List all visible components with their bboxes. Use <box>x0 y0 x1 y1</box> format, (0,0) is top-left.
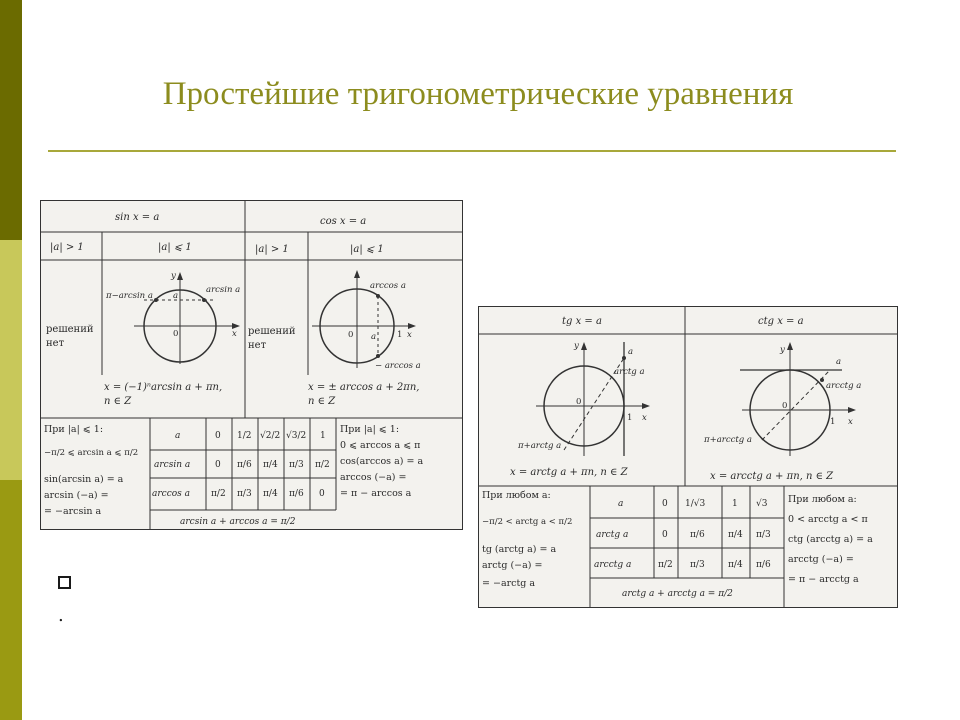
side-bar-light <box>0 240 22 480</box>
cos-note-3: cos(arccos a) = a <box>340 456 424 467</box>
sc-values-h2: 1/2 <box>237 431 252 441</box>
ctg-note-5: = π − arcctg a <box>788 574 859 585</box>
tc-values-h2: 1/√3 <box>685 499 706 509</box>
arcctg-row-label: arcctg a <box>594 560 632 570</box>
ctg-solution: x = arcctg a + πn, n ∈ Z <box>710 471 834 482</box>
arccos-row-v4: π/6 <box>289 489 304 499</box>
cos-note-2: 0 ⩽ arccos a ⩽ π <box>340 440 421 451</box>
arcctg-row-v4: π/6 <box>756 560 771 570</box>
sin-a-label: a <box>173 291 179 301</box>
sin-header: sin x = a <box>115 212 160 223</box>
tg-header: tg x = a <box>562 316 602 327</box>
tg-note-1: При любом a: <box>482 490 551 501</box>
cos-arccos-label: arccos a <box>370 281 406 291</box>
tg-a-label: a <box>628 347 634 357</box>
sin-note-2: −π/2 ⩽ arcsin a ⩽ π/2 <box>44 448 139 458</box>
ctg-y-label: y <box>780 345 785 355</box>
ctg-note-4: arcctg (−a) = <box>788 554 854 565</box>
sin-no-solutions-1: решений <box>46 324 94 335</box>
sin-solution-line-1: x = (−1)ⁿarcsin a + πn, <box>104 382 223 393</box>
ctg-one-label: 1 <box>830 417 836 427</box>
sc-values-h0: a <box>175 431 181 441</box>
arctg-row-v3: π/4 <box>728 530 743 540</box>
slide-title: Простейшие тригонометрические уравнения <box>162 76 794 112</box>
ctg-note-1: При любом a: <box>788 494 857 505</box>
tg-ctg-table-image <box>478 306 898 608</box>
cos-no-solutions-1: решений <box>248 326 296 337</box>
sin-x-label: x <box>232 329 237 339</box>
arcsin-row-v1: 0 <box>215 460 221 470</box>
cos-solution-line-1: x = ± arccos a + 2πn, <box>308 382 420 393</box>
sc-values-h3: √2/2 <box>260 431 281 441</box>
cos-minus-label: − arccos a <box>375 361 421 371</box>
arctg-row-v1: 0 <box>662 530 668 540</box>
arccos-row-v5: 0 <box>319 489 325 499</box>
tg-arctg-label: arctg a <box>614 367 645 377</box>
sin-unit-circle-diagram <box>105 271 240 364</box>
tg-note-4: arctg (−a) = <box>482 560 543 571</box>
cos-note-1: При |a| ⩽ 1: <box>340 424 400 435</box>
cos-no-solutions-2: нет <box>248 340 267 351</box>
tg-one-label: 1 <box>627 413 633 423</box>
cos-header: cos x = a <box>320 216 367 227</box>
ctg-header: ctg x = a <box>758 316 804 327</box>
arctg-row-v2: π/6 <box>690 530 705 540</box>
sin-zero-label: 0 <box>173 329 179 339</box>
tg-pi-plus-label: π+arctg a <box>518 441 562 451</box>
sin-no-solutions-2: нет <box>46 338 65 349</box>
arcsin-row-label: arcsin a <box>154 460 191 470</box>
sin-arcsin-label: arcsin a <box>206 285 241 295</box>
tc-values-h3: 1 <box>732 499 738 509</box>
arccos-row-v2: π/3 <box>237 489 252 499</box>
sin-note-4: arcsin (−a) = <box>44 490 109 501</box>
cos-note-5: = π − arccos a <box>340 488 412 499</box>
bullet-square-icon <box>58 576 71 589</box>
arctg-arcctg-identity: arctg a + arcctg a = π/2 <box>622 589 733 599</box>
ctg-note-3: ctg (arcctg a) = a <box>788 534 873 545</box>
bullet-text: . <box>58 605 64 626</box>
tg-note-5: = −arctg a <box>482 578 536 589</box>
arctg-row-v4: π/3 <box>756 530 771 540</box>
cos-one-label: 1 <box>397 330 403 340</box>
title-divider <box>48 150 896 152</box>
tg-zero-label: 0 <box>576 397 582 407</box>
arcctg-row-v2: π/3 <box>690 560 705 570</box>
tg-solution: x = arctg a + πn, n ∈ Z <box>510 467 628 478</box>
cos-zero-label: 0 <box>348 330 354 340</box>
cos-unit-circle-diagram <box>312 270 421 371</box>
sin-note-3: sin(arcsin a) = a <box>44 474 124 485</box>
tg-note-2: −π/2 < arctg a < π/2 <box>482 517 573 527</box>
ctg-unit-circle-diagram <box>703 342 861 456</box>
side-bar-mid <box>0 480 22 720</box>
arcctg-row-v1: π/2 <box>658 560 673 570</box>
tc-values-h1: 0 <box>662 499 668 509</box>
arctg-row-label: arctg a <box>596 530 629 540</box>
cos-x-label: x <box>407 330 412 340</box>
ctg-pi-plus-label: π+arcctg a <box>704 435 752 445</box>
cos-a-label: a <box>371 332 377 342</box>
sc-values-h1: 0 <box>215 431 221 441</box>
sin-cond-gt: |a| > 1 <box>50 242 84 253</box>
arcsin-row-v5: π/2 <box>315 460 330 470</box>
sin-note-5: = −arcsin a <box>44 506 102 517</box>
tc-values-h4: √3 <box>756 499 768 509</box>
sc-values-h4: √3/2 <box>286 431 307 441</box>
cos-cond-gt: |a| > 1 <box>255 244 289 255</box>
sin-note-1: При |a| ⩽ 1: <box>44 424 104 435</box>
sin-y-label: y <box>171 271 176 281</box>
ctg-zero-label: 0 <box>782 401 788 411</box>
sin-solution-line-2: n ∈ Z <box>104 396 132 407</box>
tc-values-h0: a <box>618 499 624 509</box>
tg-unit-circle-diagram <box>517 341 650 456</box>
arcsin-row-v2: π/6 <box>237 460 252 470</box>
arccos-row-label: arccos a <box>152 489 191 499</box>
tg-note-3: tg (arctg a) = a <box>482 544 557 555</box>
side-bar-dark <box>0 0 22 240</box>
cos-solution-line-2: n ∈ Z <box>308 396 336 407</box>
tg-y-label: y <box>574 341 579 351</box>
arcsin-row-v3: π/4 <box>263 460 278 470</box>
sin-pi-minus-label: π−arcsin a <box>106 291 153 301</box>
ctg-x-label: x <box>848 417 853 427</box>
ctg-a-label: a <box>836 357 842 367</box>
tg-x-label: x <box>642 413 647 423</box>
arccos-row-v1: π/2 <box>211 489 226 499</box>
sc-values-h5: 1 <box>320 431 326 441</box>
ctg-arcctg-label: arcctg a <box>826 381 862 391</box>
arcsin-arccos-identity: arcsin a + arccos a = π/2 <box>180 517 296 527</box>
cos-cond-le: |a| ⩽ 1 <box>350 244 384 255</box>
sin-cos-table-image <box>40 200 463 530</box>
arcctg-row-v3: π/4 <box>728 560 743 570</box>
sin-cond-le: |a| ⩽ 1 <box>158 242 192 253</box>
cos-note-4: arccos (−a) = <box>340 472 407 483</box>
arcsin-row-v4: π/3 <box>289 460 304 470</box>
arccos-row-v3: π/4 <box>263 489 278 499</box>
ctg-note-2: 0 < arcctg a < π <box>788 514 868 525</box>
